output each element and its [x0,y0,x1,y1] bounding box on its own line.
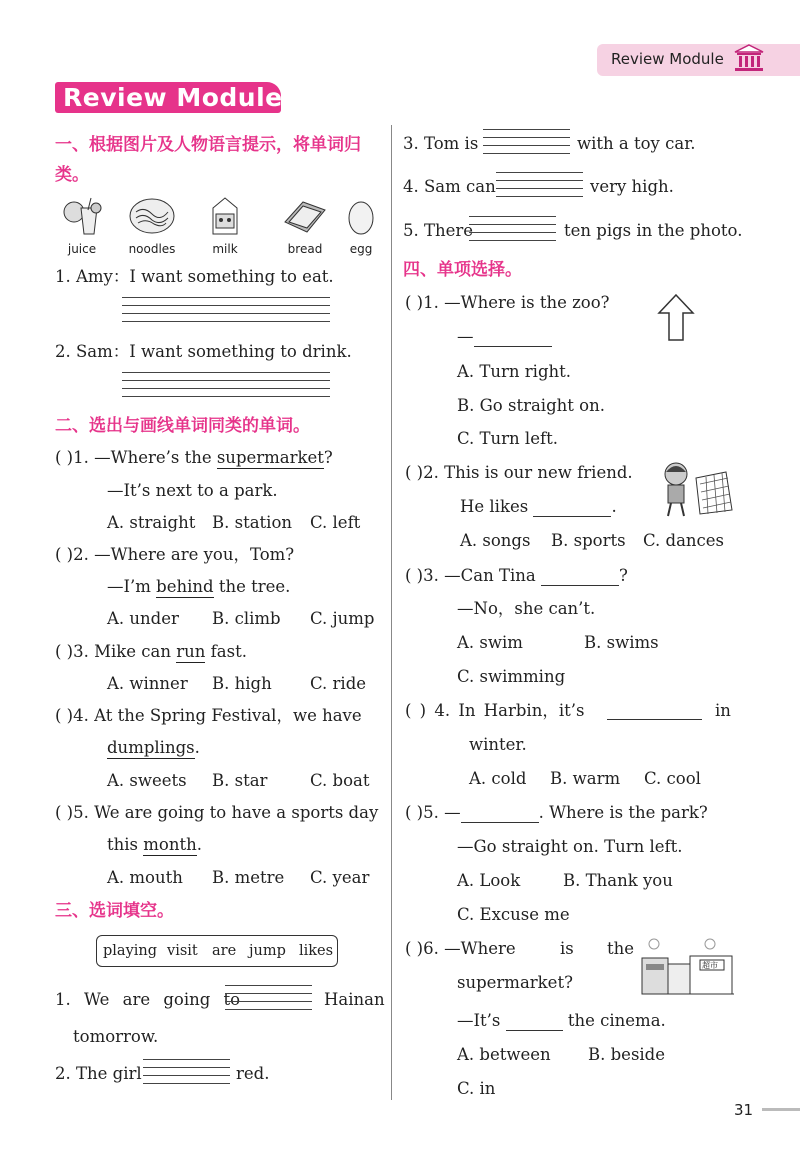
s4-q3-opt-a[interactable]: A. swim [457,633,523,652]
milk-icon [205,196,245,236]
s4-q6-stem: ( )6. —Where [405,939,516,958]
up-arrow-icon [656,293,696,347]
s3-q1-part1: 1. We are going to [55,990,241,1009]
s2-q3-stem: ( )3. Mike can run fast. [55,642,247,661]
s2-q5-opt-a[interactable]: A. mouth [107,868,183,887]
s2-q5-stem: ( )5. We are going to have a sports day [55,803,379,822]
s4-q3-opt-b[interactable]: B. swims [584,633,659,652]
s3-q5-part2: ten pigs in the photo. [564,221,743,240]
s4-q2-line2: He likes . [460,497,617,516]
s4-q4-line2: winter. [469,735,527,754]
s4-q1-stem: ( )1. —Where is the zoo? [405,293,610,312]
s4-q1-dash: — [457,327,552,347]
s4-q5-line2: —Go straight on. Turn left. [457,837,683,856]
s2-q1-stem: ( )1. —Where’s the supermarket? [55,448,333,467]
s2-q4-opt-a[interactable]: A. sweets [107,771,187,790]
s2-q4-opt-c[interactable]: C. boat [310,771,370,790]
s3-q4-part1: 4. Sam can [403,177,496,196]
egg-icon [346,196,376,236]
word-bank-playing: playing [103,943,158,959]
s4-q3-blank[interactable] [541,567,619,586]
word-bank-likes: likes [299,943,334,959]
s4-q6-opt-c[interactable]: C. in [457,1079,496,1098]
s3-q2-part2: red. [236,1064,270,1083]
word-bank-visit: visit [167,943,198,959]
s4-q6-is: is [560,939,574,958]
page-title: Review Module [63,83,283,112]
s2-q5-opt-c[interactable]: C. year [310,868,370,887]
s3-q3-part2: with a toy car. [577,134,696,153]
s1-q1: 1. Amy：I want something to eat. [55,267,334,286]
s4-q2-stem: ( )2. This is our new friend. [405,463,633,482]
section4-heading: 四、单项选择。 [403,260,522,280]
s3-q3-blank[interactable] [483,129,570,161]
s4-q1-blank[interactable] [474,328,552,347]
column-divider [391,125,392,1100]
s3-q5-blank[interactable] [469,216,556,248]
page-number-rule [762,1108,800,1111]
s2-q2-line2: —I’m behind the tree. [107,577,291,596]
bread-icon [281,196,329,236]
s3-q4-part2: very high. [590,177,674,196]
s4-q4-opt-a[interactable]: A. cold [469,769,527,788]
temple-icon [732,43,766,77]
s2-q1-line2: —It’s next to a park. [107,481,278,500]
s3-q3-part1: 3. Tom is [403,134,479,153]
noodles-icon [126,196,178,236]
word-bank-jump: jump [249,943,286,959]
s4-q6-the: the [607,939,635,958]
s2-q5-opt-b[interactable]: B. metre [212,868,285,887]
s4-q6-blank[interactable] [506,1012,563,1031]
s4-q3-opt-c[interactable]: C. swimming [457,667,566,686]
picture-milk: milk [203,196,247,256]
s3-q5-part1: 5. There [403,221,474,240]
s3-q1-blank[interactable] [225,985,312,1017]
s2-q3-opt-b[interactable]: B. high [212,674,272,693]
s2-q3-opt-a[interactable]: A. winner [107,674,188,693]
s2-q1-opt-c[interactable]: C. left [310,513,361,532]
picture-bread: bread [280,196,330,256]
s1-q2-writing-lines[interactable] [122,372,330,404]
s3-q1-part2: Hainan [324,990,385,1009]
s2-q4-line2: dumplings. [107,738,200,757]
s4-q4-opt-c[interactable]: C. cool [644,769,701,788]
s4-q3-stem: ( )3. —Can Tina ? [405,566,628,585]
s3-q2-part1: 2. The girl [55,1064,142,1083]
s4-q5-opt-a[interactable]: A. Look [457,871,521,890]
s2-q2-stem: ( )2. —Where are you，Tom? [55,545,295,564]
s2-q2-opt-b[interactable]: B. climb [212,609,281,628]
s1-q2: 2. Sam：I want something to drink. [55,342,352,361]
juice-icon [61,196,103,236]
s2-q4-stem: ( )4. At the Spring Festival，we have [55,706,362,725]
s2-q3-opt-c[interactable]: C. ride [310,674,367,693]
s4-q6-opt-a[interactable]: A. between [457,1045,551,1064]
s2-q5-line2: this month. [107,835,202,854]
s4-q1-opt-b[interactable]: B. Go straight on. [457,396,605,415]
s4-q1-opt-c[interactable]: C. Turn left. [457,429,558,448]
s2-q2-opt-c[interactable]: C. jump [310,609,375,628]
section1-heading: 一、根据图片及人物语言提示，将单词归类。 [55,135,361,185]
boy-with-net-picture [656,458,736,524]
s4-q4-stem: ( ) 4. In Harbin，it’s [405,701,585,720]
section3-heading: 三、选词填空。 [55,901,174,921]
supermarket-sign: 超市 [702,961,718,970]
s4-q6-opt-b[interactable]: B. beside [588,1045,666,1064]
s4-q2-opt-a[interactable]: A. songs [460,531,531,550]
s4-q4-opt-b[interactable]: B. warm [550,769,621,788]
s2-q1-opt-b[interactable]: B. station [212,513,293,532]
picture-noodles: noodles [124,196,180,256]
word-bank-are: are [212,943,237,959]
picture-juice: juice [58,196,106,256]
s4-q5-opt-c[interactable]: C. Excuse me [457,905,570,924]
s2-q2-opt-a[interactable]: A. under [107,609,179,628]
s4-q5-blank[interactable] [461,804,539,823]
s4-q5-stem: ( )5. — . Where is the park? [405,803,708,822]
s2-q1-opt-a[interactable]: A. straight [107,513,196,532]
s4-q5-opt-b[interactable]: B. Thank you [563,871,673,890]
s4-q2-opt-c[interactable]: C. dances [643,531,725,550]
s3-q4-blank[interactable] [496,172,583,204]
s4-q4-in: in [715,701,731,720]
picture-egg: egg [344,196,378,256]
header-tab-label: Review Module [611,50,724,68]
s4-q3-line2: —No，she can’t. [457,599,596,618]
section2-heading: 二、选出与画线单词同类的单词。 [55,416,310,436]
supermarket-picture [640,936,736,1002]
s4-q1-opt-a[interactable]: A. Turn right. [457,362,572,381]
s4-q2-blank[interactable] [533,498,611,517]
s4-q6-line2: supermarket? [457,973,573,992]
s4-q2-opt-b[interactable]: B. sports [551,531,626,550]
s3-q1-part3: tomorrow. [73,1027,159,1046]
s2-q4-opt-b[interactable]: B. star [212,771,268,790]
s3-q2-blank[interactable] [143,1059,230,1091]
page-number: 31 [734,1101,754,1119]
s1-q1-writing-lines[interactable] [122,297,330,329]
s4-q4-blank[interactable] [607,701,702,720]
s4-q6-line3: —It’s the cinema. [457,1011,666,1030]
